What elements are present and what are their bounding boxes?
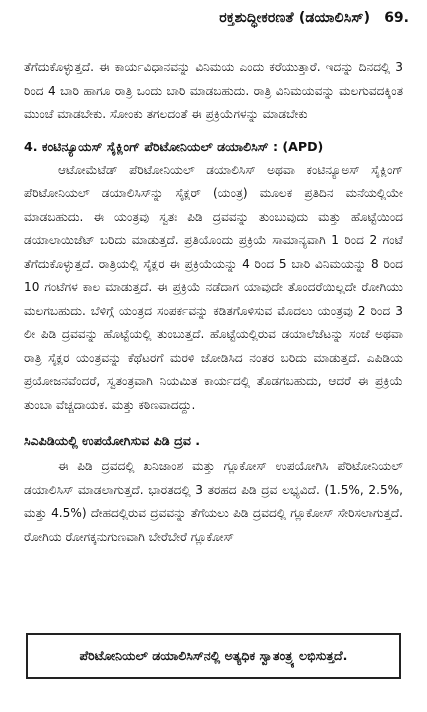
page-body xyxy=(24,56,403,549)
page-number: 69. xyxy=(384,10,409,26)
apd-paragraph: ಆಟೋಮೆಟೆಡ್ ಪೆರಿಟೋನಿಯಲ್ ಡಯಾಲಿಸಿಸ್ ಅಥವಾ ಕಂಟಿನ್ಯೂಅಸ್ ಸೈಕ್ಲಿಂಗ್ ಪೆರಿಟೋನಿಯಲ್ ಡಯಾಲಿಸಿಸ್‌ನ್ನು ಸೈಕ್ಲರ್ (ಯಂತ್ರ) ಮೂಲಕ ಪ್ರತಿದಿನ ಮನೆಯಲ್ಲಿಯೇ ಮಾಡಬಹುದು. ಈ ಯಂತ್ರವು ಸ್ವತಃ ಪಿಡಿ ದ್ರವವನ್ನು ತುಂಬುವುದು ಮತ್ತು ಹೊಟ್ಟೆಯಿಂದ ಡಯಾಲಾಯಿಜೆಟ್ ಬರಿದು ಮಾಡುತ್ತದೆ. ಪ್ರತಿಯೊಂದು ಪ್ರಕ್ರಿಯೆ ಸಾಮಾನ್ಯವಾಗಿ 1 ರಿಂದ 2 ಗಂಟೆ ತೆಗೆದುಕೊಳ್ಳುತ್ತದೆ. ರಾತ್ರಿಯಲ್ಲಿ ಸೈಕ್ಲರ ಈ ಪ್ರಕ್ರಿಯೆಯನ್ನು 4 ರಿಂದ 5 ಬಾರಿ ವಿನಿಮಯನ್ನು 8 ರಿಂದ 10 ಗಂಟೆಗಳ ಕಾಲ ಮಾಡುತ್ತದೆ. ಈ ಪ್ರಕ್ರಿಯೆ ನಡೆದಾಗ ಯಾವುದೇ ತೊಂದರೆಯಿಲ್ಲದೇ ರೋಗಿಯು ಮಲಗಬಹುದು. ಬೆಳಿಗ್ಗೆ ಯಂತ್ರದ ಸಂಪರ್ಕವನ್ನು ಕಡಿತಗೊಳಿಸುವ ಮೊದಲು ಯಂತ್ರವು 2 ರಿಂದ 3 ಲೀ ಪಿಡಿ ದ್ರವವನ್ನು ಹೊಟ್ಟೆಯಲ್ಲಿ ತುಂಬುತ್ತದೆ. ಹೊಟ್ಟೆಯಲ್ಲಿರುವ ಡಯಾಲೆಜೆಟನ್ನು ಸಂಜೆ ಅಥವಾ ರಾತ್ರಿ ಸೈಕ್ಲರ ಯಂತ್ರವನ್ನು ಕೆಥೆಟರಗೆ ಮರಳಿ ಜೋಡಿಸಿದ ನಂತರ ಬರಿದು ಮಾಡುತ್ತದೆ. ಎಪಿಡಿಯ ಪ್ರಯೋಜನವೆಂದರೆ, ಸ್ವತಂತ್ರವಾಗಿ ನಿಯಮಿತ ಕಾರ್ಯದಲ್ಲಿ ತೊಡಗಬಹುದು, ಆದರೆ ಈ ಪ್ರಕ್ರಿಯೆ ತುಂಬಾ ವೆಚ್ಚದಾಯಕ. ಮತ್ತು ಕಠಿಣವಾದದ್ದು. xyxy=(24,162,403,412)
apd-heading: 4. ಕಂಟಿನ್ಯೂಯಸ್ ಸೈಕ್ಲಿಂಗ್ ಪೆರಿಟೋನಿಯಲ್ ಡಯಾಲಿಸಿಸ್ : (APD) xyxy=(24,138,324,154)
chapter-title: ರಕ್ತಶುದ್ಧೀಕರಣತೆ (ಡಯಾಲಿಸಿಸ್) xyxy=(219,10,371,26)
intro-paragraph: ತೆಗೆದುಕೊಳ್ಳುತ್ತದೆ. ಈ ಕಾರ್ಯವಿಧಾನವನ್ನು ವಿನಿಮಯ ಎಂದು ಕರೆಯುತ್ತಾರೆ. ಇದನ್ನು ದಿನದಲ್ಲಿ 3 ರಿಂದ 4 ಬಾರಿ ಹಾಗೂ ರಾತ್ರಿ ಒಂದು ಬಾರಿ ಮಾಡಬಹುದು. ರಾತ್ರಿ ವಿನಿಮಯವನ್ನು ಮಲಗುವದಕ್ಕಿಂತ ಮುಂಚೆ ಮಾಡಬೇಕು. ಸೋಂಕು ತಗಲದಂತೆ ಈ ಪ್ರಕ್ರಿಯೆಗಳನ್ನು ಮಾಡಬೇಕು xyxy=(24,60,403,121)
callout-text: ಪೆರಿಟೋನಿಯಲ್ ಡಯಾಲಿಸಿಸ್‌ನಲ್ಲಿ ಅತ್ಯಧಿಕ ಸ್ವಾತಂತ್ರ್ಯ ಲಭಿಸುತ್ತದೆ. xyxy=(79,648,348,663)
pd-fluid-paragraph: ಈ ಪಿಡಿ ದ್ರವದಲ್ಲಿ ಖನಿಜಾಂಶ ಮತ್ತು ಗ್ಲೂಕೋಸ್ ಉಪಯೋಗಿಸಿ ಪೆರಿಟೋನಿಯಲ್ ಡಯಾಲಿಸಿಸ್ ಮಾಡಲಾಗುತ್ತದೆ. ಭಾರತದಲ್ಲಿ 3 ತರಹದ ಪಿಡಿ ದ್ರವ ಲಭ್ಯವಿದೆ. (1.5%, 2.5%, ಮತ್ತು 4.5%) ದೇಹದಲ್ಲಿರುವ ದ್ರವವನ್ನು ತೆಗೆಯಲು ಪಿಡಿ ದ್ರವದಲ್ಲಿ ಗ್ಲೂಕೋಸ್ ಸೇರಿಸಲಾಗುತ್ತದೆ. ರೋಗಿಯ ರೋಗಕ್ಕನುಗುಣವಾಗಿ ಬೇರೆಬೇರೆ ಗ್ಲೂಕೋಸ್ xyxy=(24,459,403,544)
running-header xyxy=(219,10,409,26)
callout-box xyxy=(26,633,401,679)
pd-fluid-heading: ಸಿಎಪಿಡಿಯಲ್ಲಿ ಉಪಯೋಗಿಸುವ ಪಿಡಿ ದ್ರವ . xyxy=(24,433,201,448)
